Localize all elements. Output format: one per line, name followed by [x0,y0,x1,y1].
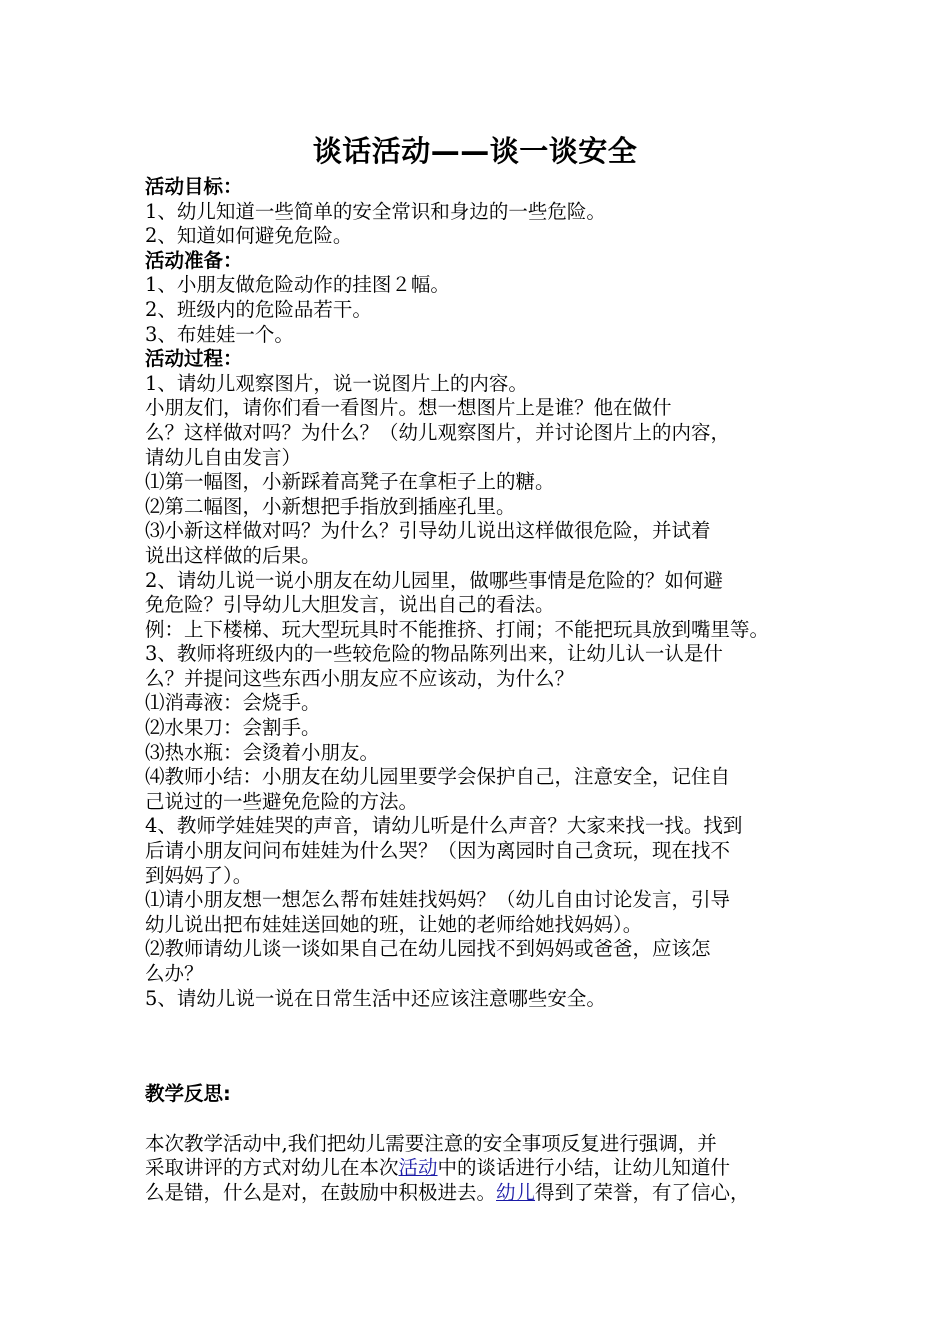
body-line: ⑴第一幅图，小新踩着高凳子在拿柜子上的糖。 [145,470,555,494]
reflection-line: 本次教学活动中,我们把幼儿需要注意的安全事项反复进行强调，并 [145,1131,717,1155]
body-line: 4、教师学娃娃哭的声音，请幼儿听是什么声音？大家来找一找。找到 [145,814,743,838]
body-line: ⑶小新这样做对吗？为什么？引导幼儿说出这样做很危险，并试着 [145,519,711,543]
reflection-line [145,1156,825,1181]
reflection-text: 采取讲评的方式对幼儿在本次 [145,1156,399,1180]
body-line: 1、幼儿知道一些简单的安全常识和身边的一些危险。 [145,199,606,223]
body-line: 后请小朋友问问布娃娃为什么哭？（因为离园时自己贪玩，现在找不 [145,839,731,863]
section-heading: 活动过程： [145,347,243,371]
reflection-text: 中的谈话进行小结，让幼儿知道什 [437,1156,731,1180]
document-body [145,175,825,1011]
reflection-text: 么是错，什么是对，在鼓励中积极进去。 [145,1180,497,1204]
body-line: 么？这样做对吗？为什么？（幼儿观察图片，并讨论图片上的内容， [145,420,731,444]
activity-link[interactable]: 活动 [398,1156,438,1180]
body-line: 己说过的一些避免危险的方法。 [145,789,419,813]
body-line: ⑴请小朋友想一想怎么帮布娃娃找妈妈？（幼儿自由讨论发言，引导 [145,888,731,912]
body-line: 2、知道如何避免危险。 [145,224,353,248]
body-line: 5、请幼儿说一说在日常生活中还应该注意哪些安全。 [145,986,606,1010]
body-line: 1、小朋友做危险动作的挂图２幅。 [145,273,450,297]
body-line: 3、布娃娃一个。 [145,322,294,346]
reflection-text: 得到了荣誉，有了信心， [535,1180,750,1204]
section-heading: 活动目标： [145,175,243,198]
body-line: 么？并提问这些东西小朋友应不应该动，为什么？ [145,666,575,690]
reflection-heading: 教学反思: [145,1082,231,1105]
body-line: 小朋友们，请你们看一看图片。想一想图片上是谁？他在做什 [145,396,672,420]
reflection-section [145,1082,825,1205]
document-title: 谈话活动——谈一谈安全 [312,134,638,168]
body-line: 免危险？引导幼儿大胆发言，说出自己的看法。 [145,593,555,617]
body-line: 到妈妈了）。 [145,863,253,887]
body-line: ⑵第二幅图，小新想把手指放到插座孔里。 [145,494,516,518]
body-line: ⑵教师请幼儿谈一谈如果自己在幼儿园找不到妈妈或爸爸，应该怎 [145,937,711,961]
body-line: ⑵水果刀：会割手。 [145,716,321,740]
reflection-line [145,1181,825,1206]
body-line: ⑷教师小结：小朋友在幼儿园里要学会保护自己，注意安全，记住自 [145,765,731,789]
body-line: 1、请幼儿观察图片，说一说图片上的内容。 [145,371,528,395]
body-line: ⑴消毒液：会烧手。 [145,691,321,715]
body-line: 么办？ [145,962,204,985]
body-line: 3、教师将班级内的一些较危险的物品陈列出来，让幼儿认一认是什 [145,642,723,666]
body-line: 例：上下楼梯、玩大型玩具时不能推挤、打闹；不能把玩具放到嘴里等。 [145,617,770,641]
body-line: 幼儿说出把布娃娃送回她的班，让她的老师给她找妈妈）。 [145,912,643,936]
body-line: 请幼儿自由发言） [145,445,302,469]
body-line: ⑶热水瓶：会烫着小朋友。 [145,740,380,764]
body-line: 说出这样做的后果。 [145,543,321,567]
body-line: 2、班级内的危险品若干。 [145,297,372,321]
body-line: 2、请幼儿说一说小朋友在幼儿园里，做哪些事情是危险的？如何避 [145,568,723,592]
section-heading: 活动准备： [145,248,243,272]
children-link[interactable]: 幼儿 [496,1180,536,1204]
